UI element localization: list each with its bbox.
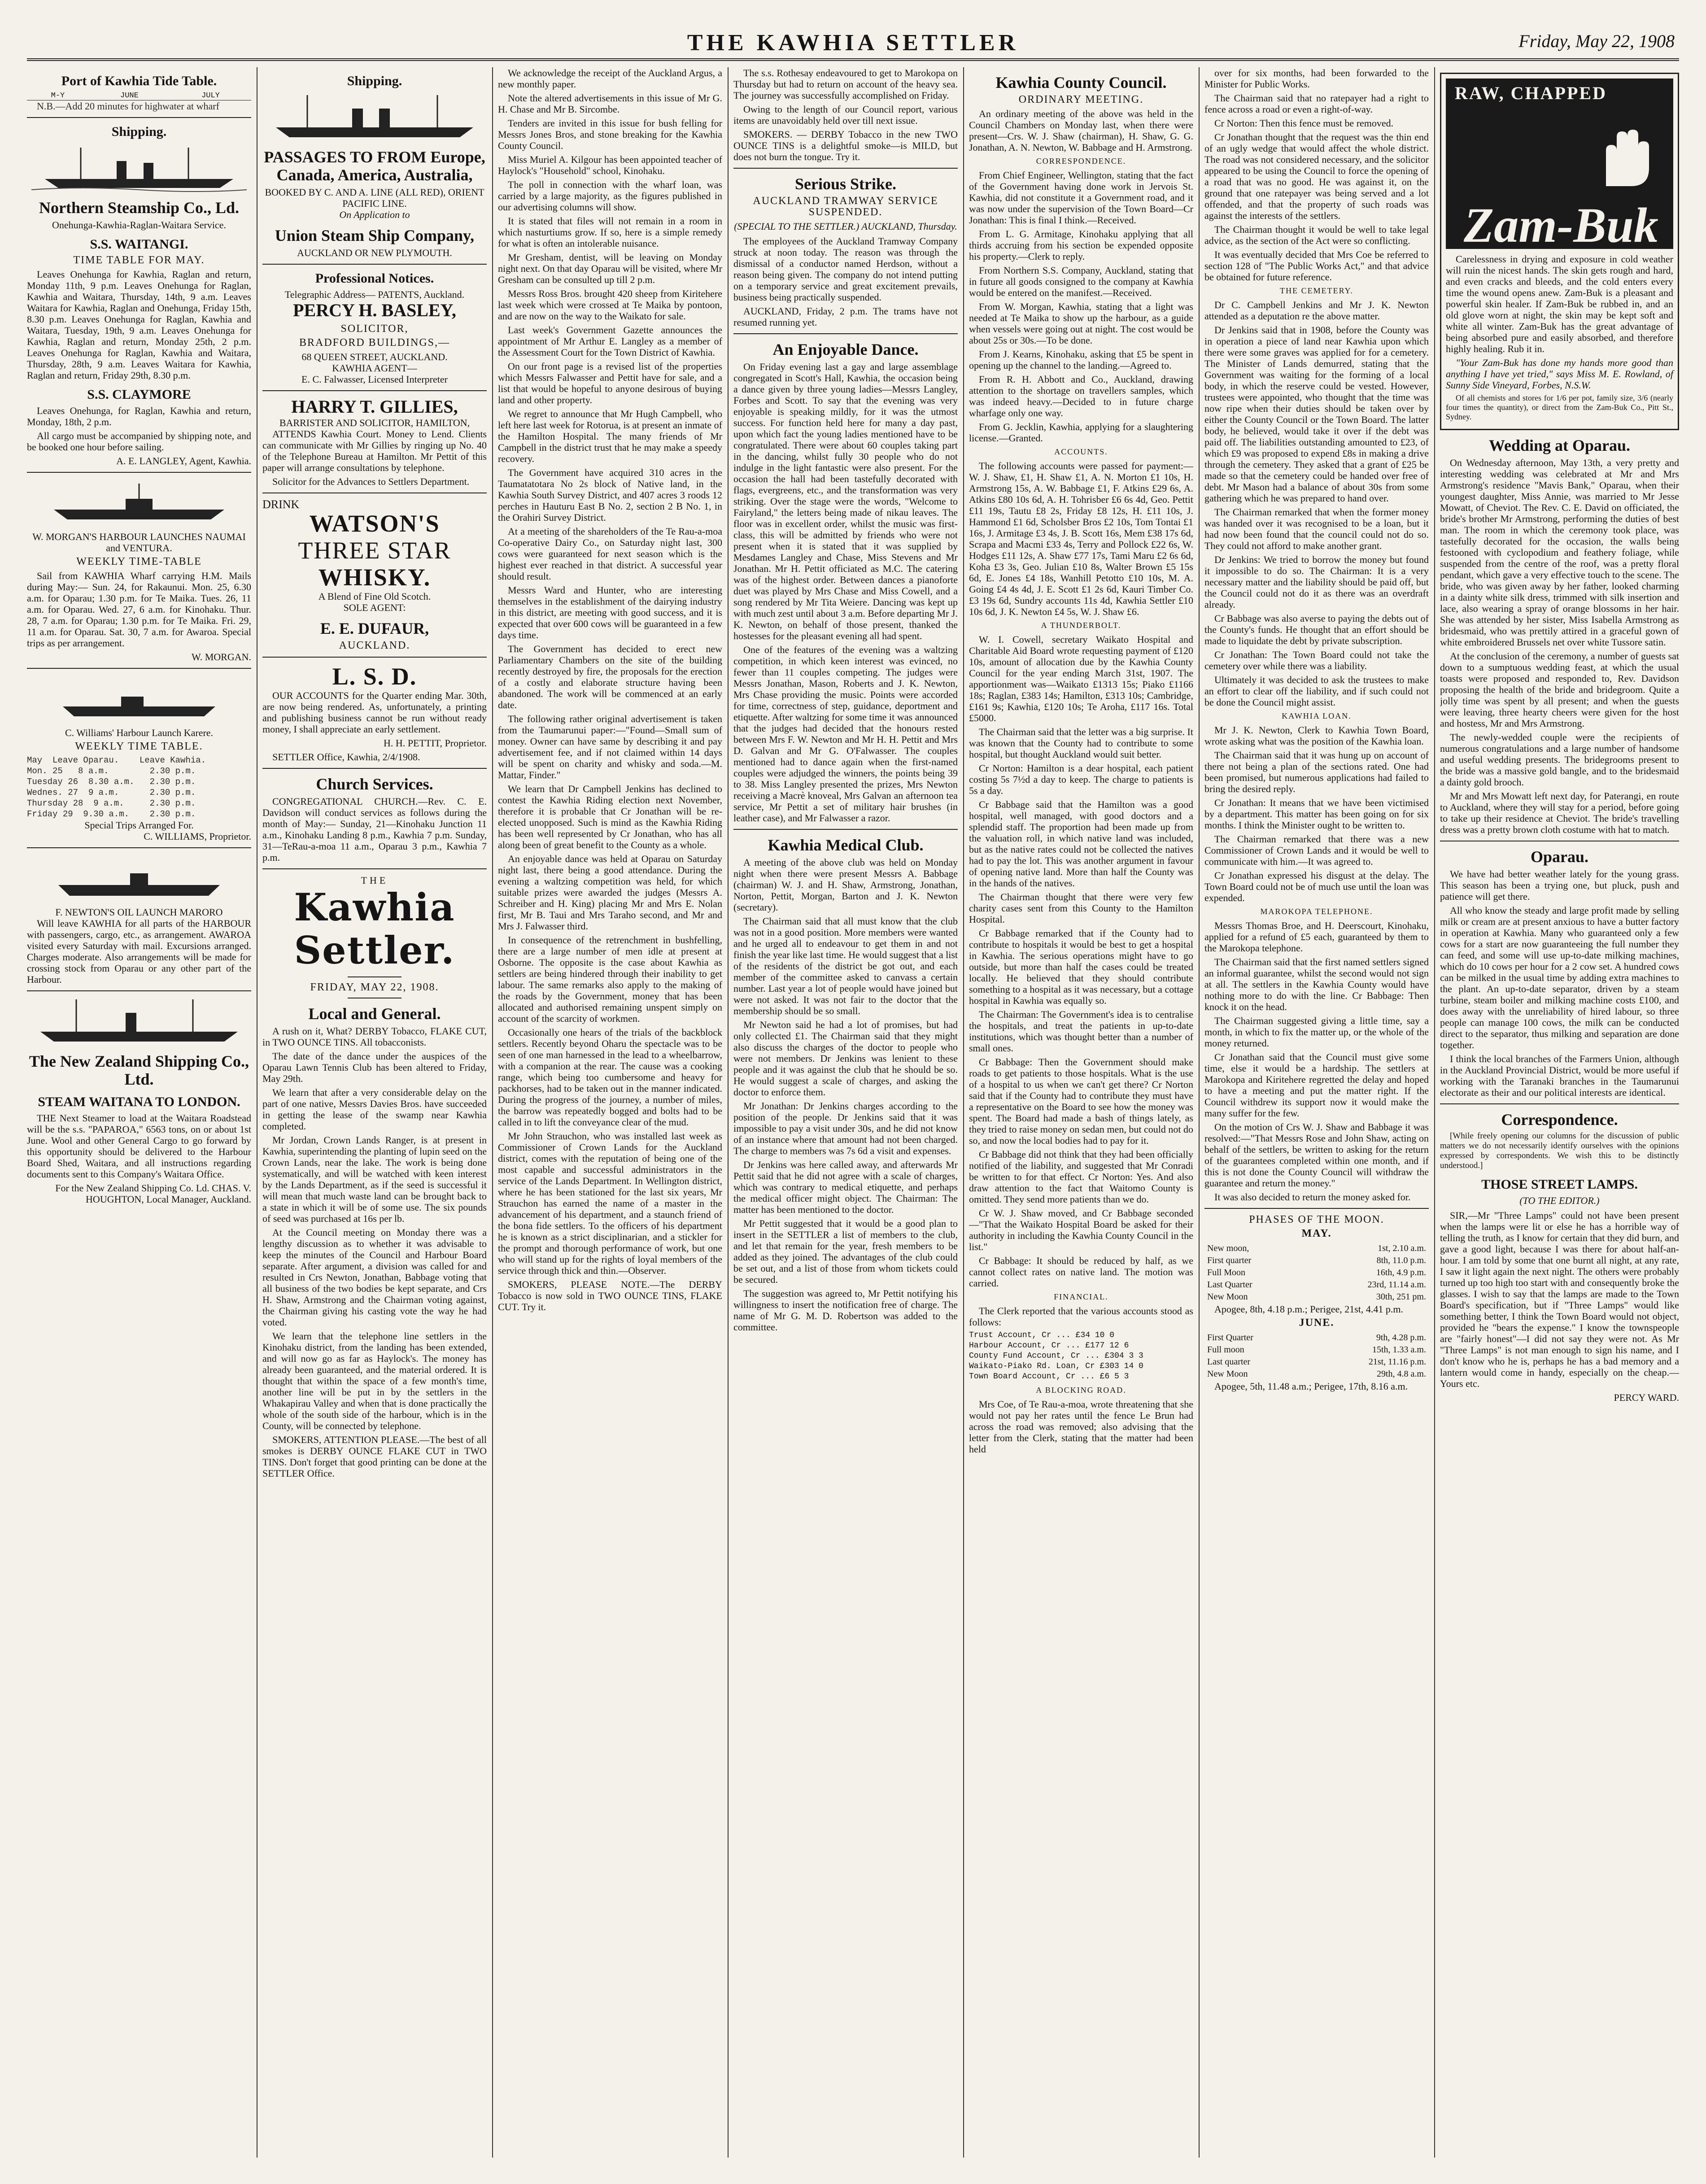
medical-text: Mr Pettit suggested that it would be a good plan to insert in the SETTLER a list of members to the club, and let that remain for the year, fresh members to be added as they joined. The advantages of the club could be set out, and a list of those from whom tickets could be secured. [733, 1218, 958, 1285]
sole-agent-label: SOLE AGENT: [343, 602, 406, 613]
blend-label: A Blend of Fine Old Scotch. [318, 591, 431, 602]
moon-phase: Full Moon [1207, 1268, 1246, 1277]
kawhia-agent: KAWHIA AGENT— [332, 362, 417, 374]
local-item: We learn that the telephone line settlers in the Kinohaku district, from the landing has been extended, and will now go as far as Haylock's. The money has already been guaranteed, and the material ordered. It is thought that within the space of a few month's time, another line will be put in by the settlers in the Whakapirau Valley and when that is done practically the whole of the south side of the harbour, which is in the County, will be connected by telephone. [262, 1330, 487, 1431]
watsons-ad [262, 499, 487, 651]
council-text: From Chief Engineer, Wellington, stating that the fact of the Government having done work in Jervois St. Kawhia, did not constitute it a Government road, and it was now under the supervision of the Town Board—Cr Jonathan: This is final I think.—Received. [969, 170, 1193, 226]
council-text: It was also decided to return the money asked for. [1214, 1191, 1411, 1203]
correspondence-label: CORRESPONDENCE. [1036, 157, 1126, 166]
council-text: From G. Jecklin, Kawhia, applying for a slaughtering license.—Granted. [969, 421, 1193, 444]
hand-icon [1588, 119, 1660, 191]
kawhia-loan-label: KAWHIA LOAN. [1282, 711, 1352, 720]
moon-phase: New moon, [1207, 1243, 1249, 1253]
local-item: SMOKERS, ATTENTION PLEASE.—The best of all smokes is DERBY OUNCE FLAKE CUT in TWO TINS. Don't forget that good printing can be done at the SETTLER Office. [262, 1434, 487, 1479]
moon-row [1205, 1369, 1428, 1380]
cargo-note: All cargo must be accompanied by shipping note, and be booked one hour before sailing. [27, 430, 251, 453]
strike-subheading: AUCKLAND TRAMWAY SERVICE SUSPENDED. [753, 195, 938, 218]
news-item: Owing to the length of our Council report, various items are unavoidably held over till next issue. [733, 104, 958, 126]
marokopa-label: MAROKOPA TELEPHONE. [1260, 907, 1373, 916]
masthead [27, 27, 1679, 61]
falwasser: E. C. Falwasser, Licensed Interpreter [301, 374, 448, 385]
column-6 [1204, 67, 1429, 2158]
nzsc-title: The New Zealand Shipping Co., Ltd. [29, 1052, 249, 1088]
newton-text: Will leave KAWHIA for all parts of the HARBOUR with passengers, cargo, etc., as arrangement. AWAROA visited every Saturday with mail. Excursions arranged. Charges moderate. Also arrangements will be made for crossing stock from Oparau or any other part of the Harbour. [27, 918, 251, 985]
moon-row [1205, 1291, 1428, 1303]
percy-ward-signature: PERCY WARD. [1614, 1392, 1679, 1403]
moon-phase: First Quarter [1207, 1333, 1253, 1343]
council-text: Dr Jenkins said that in 1908, before the County was in operation a piece of land near Kawhia upon which there were some graves was applied for for a cemetery. The Minister of Lands demurred, stating that the Government was waiting for the forming of a local body, in which the reserve could be vested. However, trustees were appointed, who thought that the time was now ripe when their duties should be taken over by either the County Council or the Town Board. The latter body, he believed, would take it over if the debt was paid off. The liabilities outstanding amounted to £23, of which £9 was proposed to expend £8s in making a drive through the cemetery. They asked that a grant of £25 be made so that the cemetery could be handed over free of debt. Mr Mason had a balance of about 30s from some gathering which he was prepared to hand over. [1204, 324, 1429, 504]
council-text: Messrs Thomas Broe, and H. Deerscourt, Kinohaku, applied for a refund of £5 each, guaranteed by them to the Marokopa telephone. [1204, 920, 1429, 954]
zambuk-logo: Zam-Buk [1464, 198, 1658, 253]
column-rule [963, 67, 964, 2158]
tide-title: Port of Kawhia Tide Table. [61, 74, 217, 88]
booked-by: BOOKED BY C. AND A. LINE (ALL RED), ORIENT PACIFIC LINE. [265, 187, 484, 209]
council-text: An ordinary meeting of the above was held in the Council Chambers on Monday last, when there were present—Crs. W. J. Shaw (chairman), H. Shaw, G. G. Jonathan, A. N. Newton, W. Babbage and H. Armstrong. [969, 108, 1193, 153]
to-the-editor: (TO THE EDITOR.) [1519, 1195, 1600, 1206]
column-7 [1440, 67, 1679, 2158]
tide-note: N.B.—Add 20 minutes for highwater at wharf [37, 100, 219, 112]
council-text: The Chairman said that no ratepayer had a right to fence across a road or even a right-of-way. [1204, 92, 1429, 115]
strike-wire: (SPECIAL TO THE SETTLER.) AUCKLAND, Thursday. [734, 221, 957, 232]
settler-office: SETTLER Office, Kawhia, 2/4/1908. [272, 751, 420, 763]
strike-text: The employees of the Auckland Tramway Company struck at noon today. The reason was through the dismissal of a conductor named Herdson, without a reason being given. The company do not intend putting on a temporary service and great excitement prevails, business being practically suspended. [733, 235, 958, 303]
council-text: The Chairman: The Government's idea is to centralise the hospitals, and treat the patients in up-to-date institutions, which was thought better than a number of small ones. [969, 1009, 1193, 1054]
council-text: Mrs Coe, of Te Rau-a-moa, wrote threatening that she would not pay her rates until the fence Le Brun had across the road was removed; also advising that the letter from the Clerk, stating that the matter had been held [969, 1399, 1193, 1455]
local-item: The date of the dance under the auspices of the Oparau Lawn Tennis Club has been altered to Friday, May 29th. [262, 1051, 487, 1084]
nameplate-settler: Kawhia Settler. [294, 885, 455, 972]
local-general-heading: Local and General. [308, 1005, 441, 1023]
medical-text: The suggestion was agreed to, Mr Pettit notifying his willingness to insert the notification free of charge. The name of Mr G. M. D. Robertson was added to the committee. [733, 1288, 958, 1333]
news-item: We learn that Dr Campbell Jenkins has declined to contest the Kawhia Riding election next November, therefore it is probable that Cr Jonathan will be re-elected unopposed. Such is mind as the Kawhia Riding has been well represented by Cr Jonathan, who has all along been of great benefit to the County as a whole. [498, 783, 722, 850]
news-item: It is stated that files will not remain in a room in which nasturtiums grow. If so, here is a simple remedy for what is often an intolerable nuisance. [498, 215, 722, 249]
column-rule [1434, 67, 1435, 2158]
local-item: A rush on it, What? DERBY Tobacco, FLAKE CUT, in TWO OUNCE TINS. All tobacconists. [262, 1025, 487, 1048]
moon-time: 9th, 4.28 p.m. [1376, 1333, 1426, 1343]
moon-row [1205, 1243, 1428, 1254]
moon-time: 1st, 2.10 a.m. [1378, 1243, 1426, 1253]
council-text: Cr Norton: Then this fence must be removed. [1214, 118, 1394, 129]
nzsc-ship-illustration [27, 997, 251, 1046]
williams-title: C. Williams' Harbour Launch Karere. [65, 727, 214, 738]
news-item: SMOKERS. — DERBY Tobacco in the new TWO OUNCE TINS is a delightful smoke—is MILD, but does not burn the tongue. Try it. [733, 129, 958, 162]
council-text: Cr Babbage did not think that they had been officially notified of the liability, and suggested that Mr Conradi be written to for that effect. Cr Norton: Yes. And also draw attention to the fact that Waitomo County is omitted. They send more patients than we do. [969, 1149, 1193, 1205]
oparau-text: All who know the steady and large profit made by selling milk or cream are at present anxious to have a butter factory in operation at Kawhia. Many who guaranteed only a few cows for a start are now guaranteeing the full number they can feed, and some will use up-to-date milking machines, which do 10 cows per hour for a 2 cow set. A hundred cows can be milked in the usual time by adding extra machines to the plant. An up-to-date separator, driven by a steam turbine, steam boiler and milking machine costs £100, and does away with the unreliability of hired labour, so three people can manage 100 cows, the milk can be conducted direct to the separator, thus milking and separation are done together. [1440, 905, 1679, 1051]
financial-label: FINANCIAL. [1054, 1292, 1108, 1301]
financial-row: County Fund Account, Cr ... £304 3 3 [969, 1351, 1143, 1360]
moon-phases-heading: PHASES OF THE MOON. [1249, 1214, 1384, 1225]
steamship-illustration [27, 143, 251, 192]
medical-text: Mr Newton said he had a lot of promises, but had only collected £1. The Chairman said that they might also discuss the charges of the doctor to people who were not members. Dr Jenkins was lenient to these people and it was against the club that he should be so. He would suggest a scale of charges, and asking the doctor to enforce them. [733, 1019, 958, 1098]
column-rule [728, 67, 729, 2158]
news-item: An enjoyable dance was held at Oparau on Saturday night last, there being a good attendance. During the evening a waltzing competition was held, for which suitable prizes were awarded the judges (Messrs A. Schreiber and H. King) placing Mr and Mrs E. Nolan first, Mr B. Taui and Mrs Taraho second, and Mr and Mrs J. Falwasser third. [498, 853, 722, 932]
moon-time: 16th, 4.9 p.m. [1376, 1268, 1426, 1277]
wedding-heading: Wedding at Oparau. [1488, 436, 1631, 454]
news-item: Last week's Government Gazette announces the appointment of Mr Arthur E. Langley as a member of the Assessment Court for the Town District of Kawhia. [498, 324, 722, 358]
council-text: Cr Jonathan: The Town Board could not take the cemetery over while there was a liability. [1204, 649, 1429, 671]
news-item: We acknowledge the receipt of the Auckland Argus, a new monthly paper. [498, 67, 722, 90]
karere-launch-illustration [27, 674, 251, 724]
wedding-text: On Wednesday afternoon, May 13th, a very pretty and interesting wedding was celebrated at Mr and Mrs Armstrong's residence "Mavis Bank," Oparau, when their youngest daughter, Miss Annie, was married to Mr Jesse Mowatt, of Cheviot. The Rev. C. E. David on officiated, the bride's brother Mr Armstrong, performing the duties of best man. The room in which the ceremony took place, was tastefully decorated for the occasion, the walls being festooned with cyclopodium and feathery foliage, while suspended from the centre of the roof, was a pretty floral pendant, which gave a very effective touch to the scene. The bride, who was given away by her father, looked charming in a dainty white silk dress, trimmed with silk insertion and lace, also wearing a spray of orange blossoms in her hair. She was attended by her sister, Miss Isabella Armstrong as bridesmaid, who was prettily attired in a graceful gown of white embroidered Brussels net over white Tussore satin. [1440, 457, 1679, 648]
moon-time: 21st, 11.16 p.m. [1368, 1357, 1426, 1367]
accounts-label: ACCOUNTS. [1054, 447, 1108, 456]
shipping-heading: Shipping. [111, 124, 167, 139]
oparau-heading: Oparau. [1530, 848, 1589, 866]
columns [27, 67, 1679, 2158]
council-text: Dr C. Campbell Jenkins and Mr J. K. Newton attended as a deputation re the above matter. [1204, 299, 1429, 322]
drink-label: DRINK [262, 498, 300, 511]
lsd-heading: L. S. D. [332, 663, 417, 690]
council-text: W. I. Cowell, secretary Waikato Hospital and Charitable Aid Board wrote requesting payment of £120 10s, amount of allocation due by the Kawhia County Council for the year ending March 31st, 1907. The apportionment was—Waikato £1313 15s; Piako £1166 18s; Raglan, £383 14s; Hamilton, £313 10s; Cambridge, £161 9s; Kawhia, £120 10s; Te Aroha, £117 16s. Total £5000. [969, 634, 1193, 724]
news-item: Messrs Ward and Hunter, who are interesting themselves in the establishment of the dairying industry in this district, are meeting with good success, and it is expected that over 600 cows will be guaranteed in a few days time. [498, 584, 722, 641]
council-text: over for six months, had been forwarded to the Minister for Public Works. [1204, 67, 1429, 90]
tide-header-may: M-Y [27, 92, 89, 100]
williams-rows [27, 755, 251, 820]
news-item: The Government have acquired 310 acres in the Taumatatotara No 2s block of Native land, in the Kawhia South Survey District, and 407 acres 3 roods 12 perches in Hauturu East B No. 2, section 2 B No. 1, in the Orahiri Survey District. [498, 467, 722, 523]
moon-phase: First quarter [1207, 1255, 1252, 1265]
column-2 [262, 67, 487, 2158]
claymore-title: S.S. CLAYMORE [87, 387, 191, 402]
gillies-solicitor: Solicitor for the Advances to Settlers Department. [272, 476, 470, 487]
williams-signature: C. WILLIAMS, Proprietor. [144, 831, 251, 842]
zambuk-footer: Of all chemists and stores for 1/6 per pot, family size, 3/6 (nearly four times the quantity), or direct from the Zam-Buk Co., Pitt St., Sydney. [1446, 393, 1673, 421]
council-text: Cr Babbage: It should be reduced by half, as we cannot collect rates on native land. The motion was carried. [969, 1255, 1193, 1289]
basley-name: PERCY H. BASLEY, [293, 300, 456, 320]
shipping-heading-2: Shipping. [347, 74, 402, 88]
news-item: Note the altered advertisements in this issue of Mr G. H. Chase and Mr B. Sircombe. [498, 92, 722, 115]
williams-row: Wednes. 27 9 a.m. 2.30 p.m. [27, 788, 196, 798]
nss-company-title: Northern Steamship Co., Ld. [39, 199, 240, 217]
council-text: Cr W. J. Shaw moved, and Cr Babbage seconded—"That the Waikato Hospital Board be asked for their authority in including the Kawhia County Council in the list." [969, 1208, 1193, 1252]
watsons-label: WATSON'S [309, 510, 440, 537]
moon-may-table [1204, 1242, 1429, 1303]
morgan-signature: W. MORGAN. [191, 651, 251, 663]
council-text: The Chairman thought that there were very few charity cases sent from this County to the Hamilton Hospital. [969, 891, 1193, 925]
medical-text: Mr Jonathan: Dr Jenkins charges according to the position of the people. Dr Jenkins said that it was impossible to pay a visit under 30s, and he did not know of an instance where that amount had not been charged. The charge to members was 7s 6d a visit and expenses. [733, 1100, 958, 1156]
oparau-text: We have had better weather lately for the young grass. This season has been a trying one, but pluck, push and patience will get there. [1440, 868, 1679, 902]
column-4 [733, 67, 958, 2158]
council-text: From R. H. Abbott and Co., Auckland, drawing attention to the shortage on travellers samples, which was indeed heavy.—Decided to in future charge wharfage only one way. [969, 374, 1193, 418]
council-text: The Chairman said that the first named settlers signed an informal guarantee, whilst the second would not sign at all. The settlers in the Kawhia County would have nothing more to do with the line. Cr Babbage: Then knock it on the head. [1204, 956, 1429, 1012]
financial-row: Harbour Account, Cr ... £177 12 6 [969, 1341, 1129, 1350]
dufaur-name: E. E. DUFAUR, [320, 619, 429, 637]
council-text: On the motion of Crs W. J. Shaw and Babbage it was resolved:—"That Messrs Rose and John Shaw, acting on behalf of the settlers, be written to asking for the return of the guarantees completed within one month, and if this is not done the County Council will withdraw the guarantee and return the money." [1204, 1121, 1429, 1189]
council-text: The Chairman thought it would be well to take legal advice, as the section of the Act were so conflicting. [1204, 224, 1429, 246]
passages-heading: PASSAGES TO FROM Europe, Canada, America, Australia, [264, 148, 485, 184]
news-item: Mr Gresham, dentist, will be leaving on Monday night next. On that day Oparau will be visited, where Mr Gresham can be consulted up till 2 p.m. [498, 252, 722, 285]
moon-row [1205, 1344, 1428, 1356]
council-text: Ultimately it was decided to ask the trustees to make an effort to clear off the liability, and if such could not be done the Council might assist. [1204, 674, 1429, 708]
news-item: Mr John Strauchon, who was installed last week as Commissioner of Crown Lands for the Auckland district, comes with the reputation of being one of the most capable and successful administrators in the service of the Lands Department. In Wellington district, where he has been stationed for the last six years, Mr Strauchon has earned the name of a master in the advancement of his department, and a staunch friend of the bona fide settlers. To the officers of his department he is known as a strict disciplinarian, and a stickler for the prompt and thorough performance of work, but one who will stand up for the rights of loyal members of the service through thick and thin.—Observer. [498, 1130, 722, 1276]
gillies-text: ATTENDS Kawhia Court. Money to Lend. Clients can communicate with Mr Gillies by ringing up No. 40 of the Telephone Bureau at Hamilton. Mr Pettit of this paper will arrange consultations by telephone. [262, 428, 487, 473]
council-text: From Northern S.S. Company, Auckland, stating that in future all goods consigned to the company at Kawhia would be entered on the manifest.—Received. [969, 265, 1193, 298]
moon-time: 30th, 251 pm. [1376, 1292, 1426, 1302]
moon-row [1205, 1267, 1428, 1278]
zambuk-text: Carelessness in drying and exposure in cold weather will ruin the nicest hands. The skin gets rough and hard, and even cracks and bleeds, and the cold enters every time the wound opens anew. Zam-Buk is a pleasant and powerful skin healer. If Zam-Buk be rubbed in, and an old glove worn at night, the skin may be kept soft and white all winter. Zam-Buk has the great advantage of being absorbed pure and easily absorbed, and therefore highly healing. Rub it in. [1446, 253, 1673, 354]
wedding-text: Mr and Mrs Mowatt left next day, for Paterangi, en route to Auckland, where they will stay for a period, before going to take up their residence at Cheviot. The bride's travelling dress was a pretty brown cloth costume with hat to match. [1440, 790, 1679, 835]
newspaper-title: THE KAWHIA SETTLER [687, 30, 1019, 56]
dance-text: On Friday evening last a gay and large assemblage congregated in Scott's Hall, Kawhia, the occasion being a dance given by three young ladies—Messrs Langley, Forbes and Scott. To say that the evening was very enjoyable is speaking mildly, for it was the utmost success. For function held here for many a day past, upon which fact the young ladies mentioned have to be congratulated. There were about 60 couples taking part in the dancing, whilst fully 30 people who do not indulge in the light fantastic were also present. For the occasion the hall had been tastefully decorated with flags, evergreens, etc., and the transformation was very striking. Over the stage were the words, "Welcome to Fairyland," the letters being made of nikau leaves. The floor was in excellent order, whilst the music was first-class, this will be admitted by friends who were not present when it is stated that it was supplied by Mesdames Langley and Chase, Miss Stevens and Mr Jonathan. Mr H. Pettit officiated as M.C. The catering was of the highest order. Between dances a pianoforte duet was played by Mrs Chase and Miss Cowell, and a song rendered by Mr Tita Weiere. Dancing was kept up with much zest until about 3 a.m. Before departing Mr J. K. Newton, on behalf of those present, thanked the hostesses for the pleasant evening all had spent. [733, 361, 958, 641]
moon-time: 15th, 1.33 a.m. [1372, 1345, 1426, 1355]
local-item: Mr Jordan, Crown Lands Ranger, is at present in Kawhia, superintending the planting of lupin seed on the Crown Lands, near the lake. The work is being done systematically, and will be watched with keen interest by the Lands Department, as if the seed is successful it will mean that much waste land can be brought back to a state in which it will be of some use. The six pounds of seed was purchased at 16s per lb. [262, 1134, 487, 1224]
basley-solicitor: SOLICITOR, [340, 323, 409, 335]
union-steam-ship: Union Steam Ship Company, [275, 227, 475, 244]
wedding-text: At the conclusion of the ceremony, a number of guests sat down to a sumptuous wedding feast, at which the usual toasts were proposed and responded to, Rev. Davidson proposing the health of the bride and bridegroom. Quite a jolly time was spent by all present; and when the guests were leaving, three hearty cheers were given for the host and hostess, Mr and Mrs Armstrong. [1440, 650, 1679, 729]
wedding-text: The newly-wedded couple were the recipients of numerous congratulations and a large number of handsome and useful wedding presents. The bridegrooms present to the bride was a massive gold bangle, and to the bridesmaid a dainty gold brooch. [1440, 732, 1679, 788]
moon-june-table [1204, 1331, 1429, 1381]
council-text: The Chairman remarked that there was a new Commissioner of Crown Lands and it would be well to communicate with him.—It was agreed to. [1204, 833, 1429, 867]
paper-date: FRIDAY, MAY 22, 1908. [310, 981, 439, 993]
moon-time: 8th, 11.0 p.m. [1376, 1255, 1426, 1265]
news-item: The poll in connection with the wharf loan, was carried by a large majority, as the figures published in our advertising columns will show. [498, 179, 722, 213]
moon-time: 29th, 4.8 a.m. [1377, 1369, 1426, 1379]
dufaur-city: AUCKLAND. [339, 640, 410, 651]
moon-may-apogee: Apogee, 8th, 4.18 p.m.; Perigee, 21st, 4.41 p.m. [1214, 1303, 1404, 1315]
news-item: The following rather original advertisement is taken from the Taumarunui paper:—"Found—Small sum of money. Owner can have same by describing it and pay advertisement fee, and if not claimed within 14 days will be spent on charity and whisky and soda.—M. Mattar, Finder." [498, 713, 722, 780]
council-heading: Kawhia County Council. [995, 74, 1167, 92]
williams-row: Friday 29 9.30 a.m. 2.30 p.m. [27, 809, 196, 819]
whisky-label: WHISKY. [318, 564, 431, 591]
waitangi-schedule: Leaves Onehunga for Kawhia, Raglan and return, Monday 11th, 9 p.m. Leaves Onehunga for Raglan, Kawhia and Waitara, Thursday, 14th, 9 a.m. Leaves Waitara for Kawhia, Raglan and Onehunga, Friday 15th, 8.30 p.m. Leaves Onehunga for Raglan, Kawhia and Waitara, Tuesday, 19th, 9 a.m. Leaves Onehunga for Kawhia, Raglan and return, Monday 25th, 2 p.m. Leaves Onehunga for Raglan, Kawhia and Waitara, Thursday, 28th, 9 a.m. Leaves Waitara for Kawhia, Raglan and return, Friday 29th, 8.30 p.m. [27, 269, 251, 381]
three-star-label: THREE STAR [298, 537, 451, 564]
liner-illustration [262, 92, 487, 142]
on-application: On Application to [339, 209, 410, 220]
williams-row: May Leave Oparau. Leave Kawhia. [27, 755, 206, 765]
nzsc-steam: STEAM WAITANA TO LONDON. [38, 1094, 240, 1109]
nzsc-text: THE Next Steamer to load at the Waitara Roadstead will be the s.s. "PAPAROA," 6563 tons, on or about 1st June. Wool and other General Cargo to go forward by this opportunity should be delivered to the Harbour Board Shed, Waitara, and all instructions regarding documents sent to this Company's Waitara Office. [27, 1112, 251, 1180]
local-item: At the Council meeting on Monday there was a lengthy discussion as to whether it was advisable to keep the minutes of the Council and Harbour Board separate. After argument, a division was called for and resulted in Crs Newton, Jonathan, Babbage voting that all business of the two bodies be kept separate, and Crs H. Shaw, Armstrong and the Chairman voting against, the Chairman giving his casting vote the way he had voted. [262, 1227, 487, 1328]
council-text: The Chairman suggested giving a little time, say a month, in which to fix the matter up, or the whole of the money returned. [1204, 1015, 1429, 1049]
nameplate-the: THE [361, 875, 388, 886]
moon-phase: New Moon [1207, 1292, 1248, 1302]
council-text: Cr Jonathan thought that the request was the thin end of an ugly wedge that would affect the whole district. The road was not considered necessary, and the solicitor appeared to be using the Council to force the opening of a road that was no good. He was against it, on the ground that one ratepayer was being served and a lot offended, and that the property of such roads was against the interests of the settlers. [1204, 131, 1429, 221]
pettit-signature: H. H. PETTIT, Proprietor. [384, 737, 487, 749]
moon-row [1205, 1356, 1428, 1368]
council-text: Cr Jonathan: It means that we have been victimised by a department. This matter has been going on for six months. I think the Minister ought to be written to. [1204, 797, 1429, 831]
council-text: From J. Kearns, Kinohaku, asking that £5 be spent in opening up the channel to the landing.—Agreed to. [969, 349, 1193, 371]
council-text: Cr Babbage was also averse to paying the debts out of the County's funds. He thought that an effort should be made to liquidate the debt by private subscription. [1204, 613, 1429, 646]
zambuk-ad [1440, 73, 1679, 430]
news-item: Occasionally one hears of the trials of the backblock settlers. Recently beyond Oharu the spectacle was to be seen of one man harnessed in the lead to a wheelbarrow, with a companion at the rear. The cause was a cooking range, which being too cumbersome and heavy for packhorses, had to be taken out in the manner indicated. During the progress of the journey, a number of miles, the barrow was repeatedly bogged and bolts had to be called in to lift the conveyance clear of the mud. [498, 1027, 722, 1128]
williams-timetable: WEEKLY TIME TABLE. [75, 741, 203, 752]
issue-date: Friday, May 22, 1908 [1518, 31, 1675, 51]
council-text: Mr J. K. Newton, Clerk to Kawhia Town Board, wrote asking what was the position of the Kawhia loan. [1204, 724, 1429, 747]
council-subheading: ORDINARY MEETING. [1018, 94, 1144, 105]
news-item: Messrs Ross Bros. brought 420 sheep from Kiritehere last week which were crossed at Te Maika by pontoon, and are now on the way to the Waikato for sale. [498, 288, 722, 322]
council-text: Dr Jenkins: We tried to borrow the money but found it impossible to do so. The Chairman: It is a very necessary matter and the liability should be paid off, but the Council could not do it as there was an overdraft already. [1204, 554, 1429, 610]
moon-phase: Full moon [1207, 1345, 1244, 1355]
news-item: At a meeting of the shareholders of the Te Rau-a-moa Co-operative Dairy Co., on Saturday night last, 300 cows were guaranteed for next season which is the highest ever reached in that district. A successful year should result. [498, 526, 722, 582]
moon-phase: Last quarter [1207, 1357, 1251, 1367]
news-item: We regret to announce that Mr Hugh Campbell, who left here last week for Rotorua, is at present an inmate of the Hamilton Hospital. The many friends of Mr Campbell in the district trust that he may make a speedy recovery. [498, 408, 722, 464]
moon-row [1205, 1255, 1428, 1266]
tide-table [27, 92, 251, 100]
newton-title: F. NEWTON'S OIL LAUNCH MARORO [55, 907, 223, 918]
dance-text: One of the features of the evening was a waltzing competition, in which keen interest was evinced, no fewer than 11 couples competing. The judges were Messrs Jonathan, Mason, Roberts and J. K. Newton, Mrs Chase providing the music. Points were accorded for time, correctness of step, guidance, deportment and etiquette. After waltzing for some time it was announced that the judges had decided that the honours rested between Mrs F. W. Newton and Mr H. H. Pettit and Mrs D. Galvan and Mr G. O'Falwasser. The couples mentioned had to dance again when the first-named couples were adjudged the winners, the points being 39 to 38. Miss Langley presented the prizes, Mrs Newton receiving a Macrè knoveal, Mrs Galvan an afternoon tea service, Mr Pettit a set of military hair brushes (in leather case), and Mr Falwasser a razor. [733, 644, 958, 824]
moon-phase: New Moon [1207, 1369, 1248, 1379]
council-text: Cr Babbage said that the Hamilton was a good hospital, well managed, with good doctors and a splendid staff. The proportion had been made up from the valuation roll, in which native land was included, but as the native rates could not be collected the natives had to pay the lot. This was another argument in favour of opening native land. More than half the County was in the hands of the natives. [969, 799, 1193, 889]
council-text: Cr Babbage: Then the Government should make roads to get patients to those hospitals. What is the use of a hospital to us when we can't get there? Cr Norton said that if the County had to contribute they must have a representative on the Board to see how the money was spent. The Board had made a bash of things lately, as they tried to raise money on sedan men, but could not do so, and now the local bodies had to pay for it. [969, 1056, 1193, 1146]
council-text: Cr Jonathan expressed his disgust at the delay. The Town Board could not be of much use until the loan was expended. [1204, 870, 1429, 903]
zambuk-illustration [1446, 78, 1673, 253]
council-text: Cr Babbage remarked that if the County had to contribute to hospitals it would be best to get a hospital in Kawhia. The serious operations might have to go outside, but more than half the cases could be treated locally. He believed that they should contribute something to a hospital as it was necessary, but a cottage hospital in Kawhia was equally so. [969, 928, 1193, 1006]
financial-row: Town Board Account, Cr ... £6 5 3 [969, 1372, 1129, 1381]
williams-special: Special Trips Arranged For. [84, 820, 194, 831]
morgan-timetable: WEEKLY TIME-TABLE [76, 556, 202, 567]
column-rule [1199, 67, 1200, 2158]
column-rule [492, 67, 493, 2158]
column-5 [969, 67, 1193, 2158]
financial-rows [969, 1330, 1193, 1382]
street-lamps-letter: SIR,—Mr "Three Lamps" could not have been present when the lamps were lit or else he has a horrible way of telling the truth, as I know for certain that they did burn, and gave a good light, because I was there for about half-an-hour. I am told by some that one burnt all night, at any rate, I saw it light again the next night. The others were probably turned up too high too start with and consequently broke the glasses. I wish to say that the lamps are made to the Town Board's specification, but if "Three Lamps" would like something better, I think the Town Board would not object, provided he "bears the expense." I know the townspeople are "fairly honest"—I did not say they were not. As Mr "Three Lamps" is not man enough to sign his name, and I don't know who he is, perhaps he has a bad memory and a lantern would come in handy, especially on the cheap.—Yours etc. [1440, 1210, 1679, 1389]
queen-street: 68 QUEEN STREET, AUCKLAND. [301, 351, 448, 362]
church-heading: Church Services. [316, 775, 433, 793]
moon-june-apogee: Apogee, 5th, 11.48 a.m.; Perigee, 17th, 8.16 a.m. [1214, 1381, 1408, 1392]
williams-row: Mon. 25 8 a.m. 2.30 p.m. [27, 766, 196, 776]
financial-row: Trust Account, Cr ... £34 10 0 [969, 1331, 1115, 1340]
column-1 [27, 67, 251, 2158]
council-text: The following accounts were passed for payment:—W. J. Shaw, £1, H. Shaw £1, A. N. Morton £1 10s, H. Armstrong 15s, A. W. Babbage £1, F. Atkins £29 6s, A. Atkins £80 10s 6d, A. H. Tohrisber £6 6s 4d, Geo. Pettit £11 19s, Tautu £8 2s, Friday £8 12s, H. £11 10s, J. Hammond £1 6d, Scholsber Bros £2 10s, Tom Tontai £1 16s, J. Armitage £3 4s, J. B. Scott 16s, Mem £38 17s 6d, Scrapa and Macmi £33 4s, Terry and Pollock £22 6s, W. Hodges £11 12s, A. Shaw £77 17s, Tami Maru £2 6s 6d, Koha £3 3s, Geo. Julian £10 8s, Walter Brown £5 15s 6d, E. Jones £4 18s, Wanhill Petotto £10 10s, M. A. Going £4 4s 4d, J. E. Scott £1 2s 6d, Kauri Timber Co. £3 19s 6d, Sundry accounts 11s 4d, Kawhia Settler £10 10s 6d, J. K. Newton £4 5s, W. J. Shaw £6. [969, 460, 1193, 617]
morgan-schedule: Sail from KAWHIA Wharf carrying H.M. Mails during May:— Sun. 24, for Rakaunui. Mon. 25, 6.30 a.m. for Oparau; 1.30 p.m. for Te Maika. Tues. 26, 11 a.m. for Oparau. Wed. 27, 6 a.m. for Kinohaku. Thur. 28, 7 a.m. for Oparau; 1.30 p.m. for Te Maika. Fri. 29, 11 a.m. for Oparau. Sat. 30, 7 a.m. for Awaroa. Special trips as per arrangement. [27, 570, 251, 649]
correspondence-heading: Correspondence. [1501, 1111, 1618, 1129]
blocking-road-label: A BLOCKING ROAD. [1036, 1386, 1126, 1395]
zambuk-headline: RAW, CHAPPED [1455, 83, 1607, 103]
medical-club-heading: Kawhia Medical Club. [768, 836, 924, 854]
williams-row: Tuesday 26 8.30 a.m. 2.30 p.m. [27, 777, 196, 787]
news-item: The Government has decided to erect new Parliamentary Chambers on the site of the building recently destroyed by fire, the proposals for the erection of a costly and elaborate structure having been abandoned. The work will be commenced at an early date. [498, 643, 722, 711]
news-item: The s.s. Rothesay endeavoured to get to Marokopa on Thursday but had to return on account of the heavy sea. The journey was successfully accomplished on Friday. [733, 67, 958, 101]
claymore-schedule: Leaves Onehunga, for Raglan, Kawhia and return, Monday, 18th, 2 p.m. [27, 405, 251, 427]
williams-row: Thursday 28 9 a.m. 2.30 p.m. [27, 798, 196, 808]
moon-phase: Last Quarter [1207, 1280, 1252, 1290]
gillies-name: HARRY T. GILLIES, [291, 397, 458, 417]
financial-row: Waikato-Piako Rd. Loan, Cr £303 14 0 [969, 1362, 1143, 1371]
moon-june-label: JUNE. [1299, 1317, 1335, 1329]
medical-text: A meeting of the above club was held on Monday night when there were present Messrs A. Babbage (chairman) W. J. and H. Shaw, Armstrong, Jonathan, Norton, Pettit, Morgan, Barton and J. K. Newton (secretary). [733, 857, 958, 913]
morgan-title: W. MORGAN'S HARBOUR LAUNCHES NAUMAI and VENTURA. [32, 531, 246, 554]
council-text: The Chairman said that the letter was a big surprise. It was known that the County had to contribute to some hospital, but thought Auckland would suit better. [969, 726, 1193, 760]
street-lamps-heading: THOSE STREET LAMPS. [1481, 1177, 1638, 1192]
local-item: We learn that after a very considerable delay on the part of one native, Messrs Davies Bros. have succeeded in getting the lease of the swamp near Kawhia completed. [262, 1087, 487, 1132]
council-text: The Chairman remarked that when the former money was handed over it was recognised to be a loan, but it had now been found that the council could not do so. They could not afford to make another grant. [1204, 506, 1429, 551]
waitangi-title: S.S. WAITANGI. [90, 237, 188, 252]
moon-row [1205, 1279, 1428, 1290]
lsd-text: OUR ACCOUNTS for the Quarter ending Mar. 30th, are now being rendered. As, unfortunately, a printing and publishing business cannot be run without ready money, I shall appreciate an early settlement. [262, 690, 487, 735]
launch-illustration [27, 478, 251, 527]
medical-text: The Chairman said that all must know that the club was not in a good position. More members were wanted and he urged all to endeavour to get them in and not finish the year like last time. He would suggest that a list of the residents of the district be got out, and each member of the committee asked to canvass a certain number. Last year a lot of people would have joined but were not asked. It was not fair to the doctor that the membership should be so small. [733, 915, 958, 1016]
news-item: Miss Muriel A. Kilgour has been appointed teacher of Haylock's "Household" school, Kinohaku. [498, 154, 722, 176]
strike-later: AUCKLAND, Friday, 2 p.m. The trams have not resumed running yet. [733, 305, 958, 328]
langley-signature: A. E. LANGLEY, Agent, Kawhia. [116, 455, 251, 466]
church-text: CONGREGATIONAL CHURCH.—Rev. C. E. Davidson will conduct services as follows during the month of May:— Sunday, 21—Kinohaku Junction 11 a.m., Kinohaku Landing 8 p.m., Kawhia 7 p.m. Sunday, 31—TeRau-a-moa 11 a.m., Oparau 3 p.m., Kawhia 7 p.m. [262, 796, 487, 863]
strike-heading: Serious Strike. [794, 175, 896, 193]
council-text: From W. Morgan, Kawhia, stating that a light was needed at Te Maika to show up the harbour, as a guide when vessels were going out at night. The cost would be about 25s or 30s.—To be done. [969, 301, 1193, 346]
news-item: On our front page is a revised list of the properties which Messrs Falwasser and Pettit have for sale, and a list that would be hopeful to anyone desirous of buying land and other property. [498, 361, 722, 405]
medical-text: Dr Jenkins was here called away, and afterwards Mr Pettit said that he did not agree with a scale of charges, which was contrary to medical etiquette, and perhaps the medical officer might object. The Chairman: The matter has been mentioned to the doctor. [733, 1159, 958, 1215]
waitangi-timetable: TIME TABLE FOR MAY. [73, 254, 205, 266]
council-text: It was eventually decided that Mrs Coe be referred to section 128 of "The Public Works Act," and that advice be obtained for future reference. [1204, 249, 1429, 283]
news-item: Tenders are invited in this issue for bush felling for Messrs Jones Bros, and stone breaking for the Kawhia County Council. [498, 118, 722, 151]
professional-heading: Professional Notices. [315, 271, 434, 286]
gillies-barrister: BARRISTER AND SOLICITOR, HAMILTON, [279, 417, 470, 428]
moon-may-label: MAY. [1301, 1228, 1332, 1239]
zambuk-testimonial: "Your Zam-Buk has done my hands more good than anything I have yet tried," says Miss M. E. Rowland, of Sunny Side Vineyard, Forbes, N.S.W. [1446, 357, 1673, 391]
news-item: SMOKERS, PLEASE NOTE.—The DERBY Tobacco is now sold in TWO OUNCE TINS, FLAKE CUT. Try it. [498, 1279, 722, 1312]
maroro-launch-illustration [27, 854, 251, 903]
thunderbolt-label: A THUNDERBOLT. [1041, 621, 1121, 630]
news-item: In consequence of the retrenchment in bushfelling, there are a large number of men idle at present at Osborne. The opposite is the case about Kawhia as settlers are being hindered through their inability to get labour. The same remarks also apply to the making of the roads by the Government, money that has been allocated and authorised remaining unspent simply on account of the scarcity of workmen. [498, 934, 722, 1024]
council-text: Cr Jonathan said that the Council must give some time, else it would be a hardship. The settlers at Marokopa and Kiritehere regretted the delay and hoped to have a meeting and put the matter right. If the Council withdrew its support now it would make the many suffer for the few. [1204, 1051, 1429, 1119]
moon-row [1205, 1332, 1428, 1343]
telegraphic-address: Telegraphic Address— PATENTS, Auckland. [284, 289, 465, 300]
cemetery-label: THE CEMETERY. [1280, 286, 1353, 295]
correspondence-note: [While freely opening our columns for the discussion of public matters we do not necessarily identify ourselves with the opinions expressed by correspondents. We wish this to be distinctly understood.] [1440, 1131, 1679, 1170]
uss-address: AUCKLAND OR NEW PLYMOUTH. [297, 247, 452, 258]
nss-route: Onehunga-Kawhia-Raglan-Waitara Service. [52, 219, 226, 231]
nzsc-signature: For the New Zealand Shipping Co. Ld. CHAS. V. HOUGHTON, Local Manager, Auckland. [55, 1182, 251, 1205]
council-text: The Clerk reported that the various accounts stood as follows: [969, 1305, 1193, 1328]
oparau-text: I think the local branches of the Farmers Union, although in the Auckland Provincial District, would be more useful if working with the Taranaki branches in the Taumarunui electorate as their and our political interests are identical. [1440, 1053, 1679, 1098]
bradford-buildings: BRADFORD BUILDINGS,— [299, 337, 450, 349]
council-text: Cr Norton: Hamilton is a dear hospital, each patient costing 5s 7½d a day to keep. The charge to patients is 5s a day. [969, 763, 1193, 796]
council-text: The Chairman said that it was hung up on account of there not being a plan of the sections rated. One had been promised, but numerous applications had failed to bring the desired reply. [1204, 750, 1429, 794]
tide-header-july: JULY [170, 92, 251, 100]
moon-time: 23rd, 11.14 a.m. [1367, 1280, 1426, 1290]
council-text: From L. G. Armitage, Kinohaku applying that all thirds accruing from his section be expended opposite his property.—Clerk to reply. [969, 228, 1193, 262]
tide-header-june: JUNE [89, 92, 170, 100]
dance-heading: An Enjoyable Dance. [772, 340, 919, 358]
column-3 [498, 67, 722, 2158]
